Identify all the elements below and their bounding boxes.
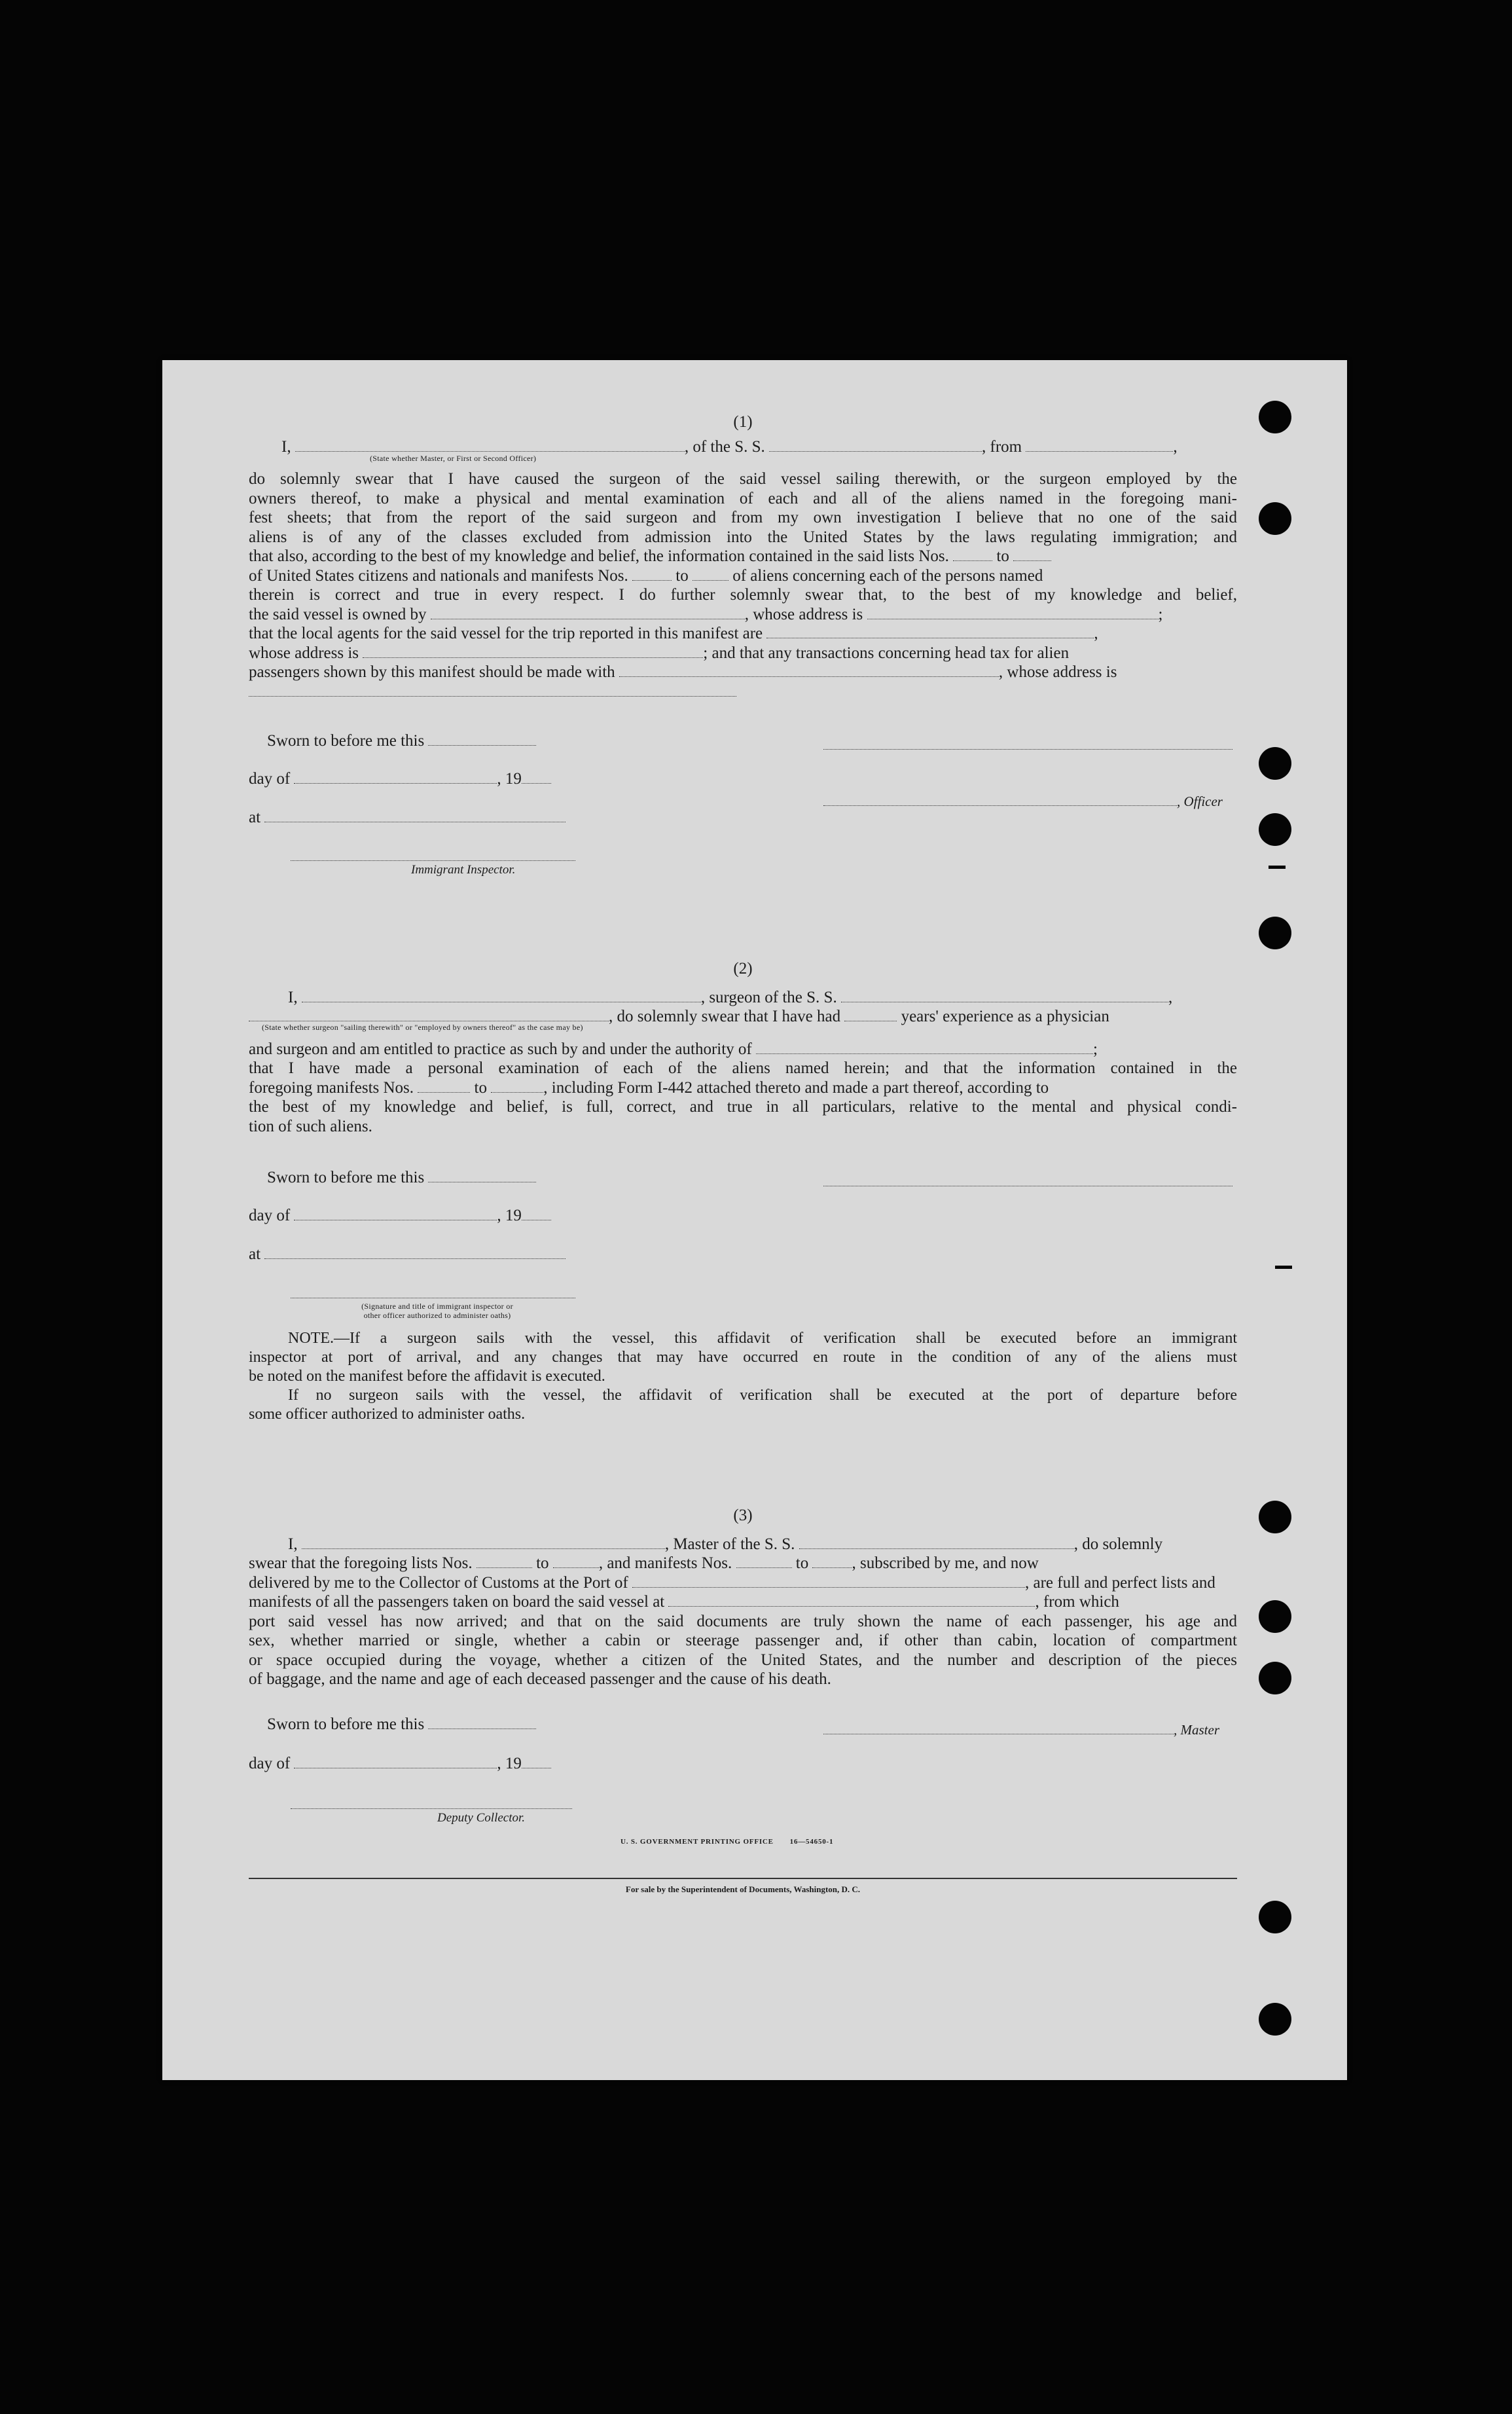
punch-hole — [1259, 2003, 1291, 2036]
text: manifests of all the passengers taken on board the said vessel at — [249, 1593, 665, 1611]
field-note: (State whether Master, or First or Second Officer) — [370, 454, 537, 463]
officer-name-field[interactable] — [295, 439, 685, 452]
inspector-label: Immigrant Inspector. — [411, 863, 516, 877]
manifest-no-to-field[interactable] — [812, 1556, 852, 1568]
at-line — [249, 809, 566, 827]
text: , surgeon of the S. S. — [700, 988, 837, 1006]
years-experience-field[interactable] — [844, 1009, 897, 1021]
text: , do solemnly swear that I have had — [609, 1008, 841, 1025]
section-3 — [249, 1506, 1237, 1689]
text: , are full and perfect lists and — [1025, 1573, 1215, 1592]
manifest-no-from-field[interactable] — [632, 568, 672, 581]
at-line — [249, 1245, 566, 1264]
text: whose address is — [249, 644, 359, 662]
text: day of — [249, 1207, 291, 1224]
paragraph-line: the best of my knowledge and belief, is full, correct, and true in all particulars, relative to the mental and physical condi- — [249, 1098, 1237, 1116]
place-field[interactable] — [264, 810, 566, 822]
punch-hole — [1259, 1901, 1291, 1933]
manifest-no-to-field[interactable] — [491, 1080, 543, 1093]
paragraph-line: tion of such aliens. — [249, 1117, 372, 1135]
paragraph-line — [249, 1573, 1237, 1593]
form-page — [162, 360, 1347, 2080]
paragraph-line — [249, 566, 1237, 586]
paragraph-line: port said vessel has now arrived; and that on the said documents are truly shown the name of each passenger, his age and — [249, 1612, 1237, 1630]
paragraph-line: aliens is of any of the classes excluded from admission into the United States by the laws regulating immigration; and — [249, 528, 1237, 546]
text: , subscribed by me, and now — [852, 1554, 1039, 1572]
customs-port-field[interactable] — [632, 1575, 1025, 1588]
sworn-date-field[interactable] — [428, 1717, 536, 1729]
note-line: be noted on the manifest before the affidavit is executed. — [249, 1368, 605, 1385]
paragraph-line: or space occupied during the voyage, whether a citizen of the United States, and the number and description of the pieces — [249, 1651, 1237, 1669]
day-line — [249, 1755, 551, 1773]
text: , — [1094, 625, 1098, 642]
paragraph-line — [249, 644, 1237, 663]
text: day of — [249, 1755, 291, 1772]
officer-label: , Officer — [1177, 794, 1223, 809]
sworn-date-field[interactable] — [428, 733, 536, 746]
text: that the local agents for the said vessel for the trip reported in this manifest are — [249, 625, 763, 642]
paragraph-line — [249, 1554, 1237, 1573]
note-line: NOTE.—If a surgeon sails with the vessel, this affidavit of verification shall be executed before an immigrant — [288, 1330, 1237, 1347]
text: , Master of the S. S. — [664, 1535, 795, 1553]
text: foregoing manifests Nos. — [249, 1078, 414, 1097]
paragraph-line — [249, 1592, 1237, 1612]
sworn-date-field[interactable] — [428, 1170, 536, 1182]
text: , — [1173, 437, 1178, 456]
section-number: (3) — [733, 1507, 753, 1524]
paragraph-line — [249, 1078, 1237, 1098]
text: at — [249, 809, 261, 826]
officer-line — [823, 792, 1223, 811]
section-number: (2) — [733, 960, 753, 978]
paragraph-line — [249, 1040, 1237, 1059]
text: I, — [281, 437, 291, 456]
sale-notice: For sale by the Superintendent of Documents, Washington, D. C. — [625, 1884, 861, 1894]
text: I, — [288, 988, 298, 1006]
year-field[interactable] — [522, 1208, 551, 1220]
text: , — [1168, 988, 1173, 1006]
owner-field[interactable] — [431, 607, 745, 619]
text: to — [536, 1554, 549, 1572]
head-tax-address-field[interactable] — [249, 684, 736, 697]
text: at — [249, 1245, 261, 1263]
text: , of the S. S. — [684, 437, 765, 456]
sworn-line — [267, 732, 536, 750]
punch-hole — [1259, 747, 1291, 780]
note-line: inspector at port of arrival, and any changes that may have occurred en route in the condition of any of the aliens must — [249, 1349, 1237, 1366]
head-tax-party-field[interactable] — [619, 665, 999, 677]
text: years' experience as a physician — [901, 1008, 1109, 1025]
paragraph-line: that I have made a personal examination of each of the aliens named herein; and that the information contained in the — [249, 1059, 1237, 1077]
text: the said vessel is owned by — [249, 605, 427, 623]
manifest-no-to-field[interactable] — [693, 568, 729, 581]
margin-mark — [1269, 866, 1286, 869]
day-month-field[interactable] — [294, 1208, 497, 1220]
surgeon-name-field[interactable] — [302, 990, 701, 1002]
vessel-name-field[interactable] — [799, 1537, 1074, 1549]
paragraph-line: owners thereof, to make a physical and mental examination of each and all of the aliens named in the foregoing mani- — [249, 489, 1237, 507]
paragraph-line: sex, whether married or single, whether a cabin or steerage passenger and, if other than cabin, location of compartment — [249, 1632, 1237, 1649]
officer-title-field[interactable] — [823, 794, 1177, 806]
text: of aliens concerning each of the persons named — [732, 566, 1043, 585]
text: delivered by me to the Collector of Customs at the Port of — [249, 1573, 628, 1592]
collector-label: Deputy Collector. — [437, 1811, 526, 1825]
text: , whose address is — [998, 663, 1117, 681]
note-line: If no surgeon sails with the vessel, the affidavit of verification shall be executed at the port of departure before — [288, 1387, 1237, 1404]
day-month-field[interactable] — [294, 1756, 497, 1768]
manifest-no-from-field[interactable] — [736, 1556, 792, 1568]
paragraph-line: do solemnly swear that I have caused the surgeon of the said vessel sailing therewith, or the surgeon employed by the — [249, 470, 1237, 488]
paragraph-line — [249, 547, 1237, 566]
text: , 19 — [497, 1207, 522, 1224]
signature-note — [300, 1302, 575, 1320]
list-no-to-field[interactable] — [553, 1556, 599, 1568]
oath-line — [249, 988, 1237, 1008]
margin-mark — [1275, 1266, 1292, 1269]
master-name-field[interactable] — [302, 1537, 665, 1549]
footer-rule — [249, 1878, 1237, 1879]
text: day of — [249, 770, 291, 788]
day-month-field[interactable] — [294, 771, 497, 784]
text: Sworn to before me this — [267, 1169, 425, 1186]
section-number: (1) — [733, 413, 753, 431]
manifest-no-from-field[interactable] — [418, 1080, 470, 1093]
text: of United States citizens and nationals and manifests Nos. — [249, 566, 628, 585]
officer-signature-line[interactable] — [823, 749, 1233, 750]
note-line: some officer authorized to administer oaths. — [249, 1406, 526, 1423]
text: ; — [1158, 605, 1163, 623]
text: to — [675, 566, 689, 585]
punch-hole — [1259, 502, 1291, 535]
text: that also, according to the best of my knowledge and belief, the information contained in the said lists Nos. — [249, 547, 949, 565]
text: , whose address is — [744, 605, 863, 623]
vessel-name-field[interactable] — [769, 439, 982, 452]
vessel-name-field[interactable] — [841, 990, 1168, 1002]
master-label: , Master — [1174, 1722, 1219, 1738]
list-no-from-field[interactable] — [953, 549, 992, 561]
year-field[interactable] — [522, 1756, 551, 1768]
sworn-line — [267, 1715, 536, 1734]
note-block — [249, 1329, 1237, 1424]
text: ; — [1093, 1040, 1098, 1058]
agent-address-field[interactable] — [363, 646, 703, 658]
owner-address-field[interactable] — [867, 607, 1159, 619]
punch-hole — [1259, 813, 1291, 846]
text: , 19 — [497, 1755, 522, 1772]
section-2 — [249, 959, 1237, 1136]
section-1 — [249, 412, 1237, 701]
from-port-field[interactable] — [1026, 439, 1173, 452]
embarkation-port-field[interactable] — [668, 1594, 1035, 1607]
oath-line — [249, 1535, 1237, 1554]
local-agents-field[interactable] — [766, 626, 1094, 638]
text: , from which — [1035, 1593, 1119, 1611]
paragraph-line: therein is correct and true in every respect. I do further solemnly swear that, to the best of my knowledge and belief, — [249, 586, 1237, 604]
text: Sworn to before me this — [267, 732, 425, 750]
punch-hole — [1259, 1501, 1291, 1533]
punch-hole — [1259, 401, 1291, 433]
paragraph-line: fest sheets; that from the report of the said surgeon and from my own investigation I believe that no one of the said — [249, 509, 1237, 526]
list-no-from-field[interactable] — [477, 1556, 532, 1568]
text: other officer authorized to administer oaths) — [363, 1311, 511, 1320]
text: swear that the foregoing lists Nos. — [249, 1554, 473, 1572]
paragraph-line — [249, 663, 1237, 682]
day-line — [249, 770, 551, 788]
punch-hole — [1259, 917, 1291, 949]
paragraph-line — [249, 605, 1237, 625]
paragraph-line — [249, 624, 1237, 644]
text: to — [795, 1554, 809, 1572]
oath-paragraph — [249, 469, 1237, 701]
place-field[interactable] — [264, 1247, 566, 1259]
text: , 19 — [497, 770, 522, 788]
text: (Signature and title of immigrant inspector or — [361, 1302, 513, 1311]
field-note: (State whether surgeon "sailing therewith" or "employed by owners thereof" as the case may be) — [262, 1022, 583, 1032]
authority-field[interactable] — [756, 1042, 1093, 1054]
text: , and manifests Nos. — [598, 1554, 732, 1572]
punch-hole — [1259, 1662, 1291, 1694]
collector-signature-line[interactable] — [291, 1808, 572, 1809]
list-no-to-field[interactable] — [1013, 549, 1051, 561]
text: to — [474, 1078, 487, 1097]
text: Sworn to before me this — [267, 1715, 425, 1733]
inspector-signature-line[interactable] — [291, 860, 575, 861]
printer-imprint: U. S. GOVERNMENT PRINTING OFFICE 16—54650-1 — [621, 1838, 834, 1846]
master-signature-field[interactable] — [823, 1722, 1174, 1734]
text: passengers shown by this manifest should be made with — [249, 663, 615, 681]
text: I, — [288, 1535, 298, 1553]
sworn-line — [267, 1169, 536, 1187]
year-field[interactable] — [522, 771, 551, 784]
paragraph-line: of baggage, and the name and age of each deceased passenger and the cause of his death. — [249, 1670, 831, 1688]
text: to — [996, 547, 1009, 565]
punch-hole — [1259, 1600, 1291, 1633]
surgeon-status-field[interactable] — [249, 1009, 609, 1021]
text: and surgeon and am entitled to practice as such by and under the authority of — [249, 1040, 752, 1058]
master-line — [823, 1721, 1219, 1739]
text: , including Form I-442 attached thereto and made a part thereof, according to — [543, 1078, 1049, 1097]
day-line — [249, 1207, 551, 1225]
text: , do solemnly — [1073, 1535, 1163, 1553]
text: ; and that any transactions concerning head tax for alien — [703, 644, 1070, 662]
paragraph-line — [249, 682, 1237, 702]
text: , from — [982, 437, 1022, 456]
